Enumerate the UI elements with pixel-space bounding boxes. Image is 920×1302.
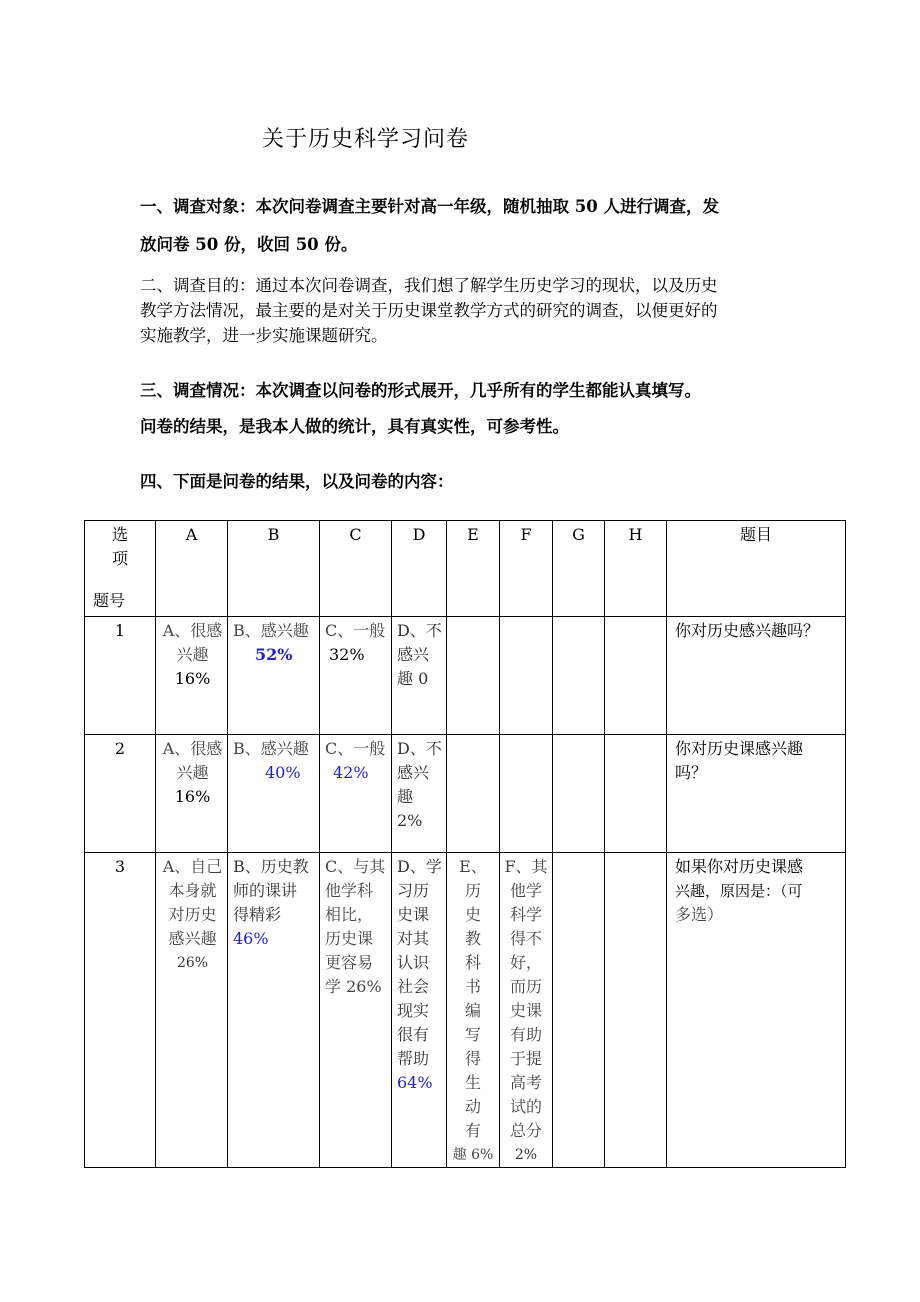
option-text: 史课 bbox=[509, 1001, 542, 1020]
option-text: 师的课讲 bbox=[233, 881, 298, 900]
header-f: F bbox=[500, 521, 553, 617]
option-f-cell bbox=[500, 617, 553, 735]
section-survey-target bbox=[140, 188, 800, 264]
section-text: 实施教学，进一步实施课题研究。 bbox=[140, 326, 388, 345]
option-percent: 2% bbox=[514, 1147, 538, 1163]
question-number: 1 bbox=[85, 617, 156, 735]
option-text: 趣 6% bbox=[452, 1147, 494, 1163]
option-text: 试的 bbox=[509, 1097, 542, 1116]
corner-label: 选 bbox=[111, 525, 128, 544]
option-text: 本身就 bbox=[168, 881, 217, 900]
question-text: 你对历史感兴趣吗？ bbox=[667, 617, 846, 735]
option-g-cell bbox=[553, 735, 605, 853]
option-text: 兴趣 bbox=[176, 645, 209, 664]
header-h: H bbox=[605, 521, 667, 617]
section-text: 问卷的结果，是我本人做的统计，具有真实性，可参考性。 bbox=[140, 417, 569, 436]
option-text: 有助 bbox=[509, 1025, 542, 1044]
option-a-cell bbox=[156, 853, 228, 1168]
option-percent: 40% bbox=[265, 763, 301, 782]
table-row bbox=[85, 853, 846, 1168]
section-text: 放问卷 50 份，收回 50 份。 bbox=[140, 235, 358, 254]
option-percent: 26% bbox=[176, 955, 209, 971]
option-e-cell bbox=[447, 617, 500, 735]
option-percent: 16% bbox=[174, 787, 211, 806]
option-text: 教 bbox=[464, 929, 481, 948]
option-text: 于提 bbox=[509, 1049, 542, 1068]
option-text: D、学 bbox=[397, 857, 442, 876]
question-line: 如果你对历史课感 bbox=[675, 857, 804, 876]
header-e: E bbox=[447, 521, 500, 617]
question-line: 兴趣，原因是：（可 bbox=[675, 882, 803, 900]
option-e-cell bbox=[447, 735, 500, 853]
option-text: A、自己 bbox=[162, 857, 223, 876]
option-percent: 42% bbox=[333, 763, 369, 782]
option-text: 动 bbox=[464, 1097, 481, 1116]
option-text: C、一般 bbox=[325, 739, 386, 758]
corner-label: 题号 bbox=[93, 591, 126, 610]
option-text: 总分 bbox=[509, 1121, 542, 1140]
option-h-cell bbox=[605, 735, 667, 853]
option-text: 感兴 bbox=[397, 645, 430, 664]
table-row bbox=[85, 617, 846, 735]
option-text: 感兴趣 bbox=[168, 929, 217, 948]
survey-results-table bbox=[84, 520, 846, 1168]
option-percent: 52% bbox=[255, 645, 293, 664]
section-survey-situation bbox=[140, 373, 800, 445]
header-b: B bbox=[228, 521, 320, 617]
question-line: 你对历史课感兴趣 bbox=[675, 739, 804, 758]
option-text: 对其 bbox=[397, 929, 430, 948]
question-line: 吗？ bbox=[675, 763, 708, 782]
option-percent: 32% bbox=[329, 645, 365, 664]
option-f-cell bbox=[500, 853, 553, 1168]
section-text: 教学方法情况，最主要的是对关于历史课堂教学方式的研究的调查，以便更好的 bbox=[140, 301, 718, 320]
option-c-cell bbox=[320, 735, 392, 853]
corner-cell bbox=[85, 521, 156, 617]
option-text: 更容易 bbox=[325, 953, 374, 972]
option-text: E、 bbox=[459, 857, 487, 876]
header-question: 题目 bbox=[667, 521, 846, 617]
option-text: B、感兴趣 bbox=[233, 621, 309, 640]
option-text: 历史课 bbox=[325, 929, 374, 948]
option-percent: 16% bbox=[174, 669, 211, 688]
option-text: F、其 bbox=[504, 857, 548, 876]
section-text: 四、下面是问卷的结果，以及问卷的内容： bbox=[140, 472, 454, 491]
table-row bbox=[85, 735, 846, 853]
option-text: 得不 bbox=[509, 929, 542, 948]
option-text: A、很感 bbox=[162, 739, 223, 758]
question-line: 多选） bbox=[675, 905, 724, 924]
option-text: 史 bbox=[464, 905, 481, 924]
option-h-cell bbox=[605, 617, 667, 735]
option-h-cell bbox=[605, 853, 667, 1168]
option-d-cell bbox=[392, 853, 447, 1168]
option-text: B、历史教 bbox=[233, 857, 309, 876]
section-text: 二、调查目的：通过本次问卷调查，我们想了解学生历史学习的现状，以及历史 bbox=[140, 276, 718, 295]
option-text: 生 bbox=[464, 1073, 481, 1092]
option-text: 而历 bbox=[509, 977, 542, 996]
option-text: 好， bbox=[509, 953, 542, 972]
option-text: 认识 bbox=[397, 953, 430, 972]
table-header-row bbox=[85, 521, 846, 617]
corner-label: 项 bbox=[111, 549, 128, 568]
option-text: 写 bbox=[464, 1025, 481, 1044]
option-d-cell bbox=[392, 735, 447, 853]
option-b-cell bbox=[228, 853, 320, 1168]
header-d: D bbox=[392, 521, 447, 617]
option-b-cell bbox=[228, 617, 320, 735]
option-text: 学 26% bbox=[325, 977, 382, 996]
section-text: 一、调查对象：本次问卷调查主要针对高一年级，随机抽取 50 人进行调查，发 bbox=[140, 197, 719, 216]
option-text: 习历 bbox=[397, 881, 430, 900]
option-text: 帮助 bbox=[397, 1049, 430, 1068]
option-e-cell bbox=[447, 853, 500, 1168]
option-text: 高考 bbox=[509, 1073, 542, 1092]
option-text: 很有 bbox=[397, 1025, 430, 1044]
option-text: 他学 bbox=[509, 881, 542, 900]
question-text bbox=[667, 853, 846, 1168]
option-text: B、感兴趣 bbox=[233, 739, 309, 758]
option-c-cell bbox=[320, 853, 392, 1168]
option-text: 史课 bbox=[397, 905, 430, 924]
section-survey-purpose bbox=[140, 273, 800, 348]
option-text: 科学 bbox=[509, 905, 542, 924]
option-text: D、不 bbox=[397, 621, 442, 640]
option-text: 书 bbox=[464, 977, 481, 996]
question-number: 3 bbox=[85, 853, 156, 1168]
section-results-intro bbox=[140, 469, 800, 495]
option-text: 得精彩 bbox=[233, 905, 282, 924]
option-text: 他学科 bbox=[325, 881, 374, 900]
question-text bbox=[667, 735, 846, 853]
option-a-cell bbox=[156, 617, 228, 735]
option-g-cell bbox=[553, 853, 605, 1168]
option-text: 感兴 bbox=[397, 763, 430, 782]
option-text: 趣 0 bbox=[397, 669, 429, 688]
option-d-cell bbox=[392, 617, 447, 735]
option-text: C、一般 bbox=[325, 621, 386, 640]
option-text: 兴趣 bbox=[176, 763, 209, 782]
option-b-cell bbox=[228, 735, 320, 853]
option-text: 科 bbox=[464, 953, 481, 972]
option-f-cell bbox=[500, 735, 553, 853]
option-text: 社会 bbox=[397, 977, 430, 996]
option-text: 得 bbox=[464, 1049, 481, 1068]
option-percent: 64% bbox=[397, 1073, 433, 1092]
section-text: 三、调查情况：本次调查以问卷的形式展开，几乎所有的学生都能认真填写。 bbox=[140, 381, 701, 400]
option-text: 编 bbox=[464, 1001, 481, 1020]
option-text: 对历史 bbox=[168, 905, 217, 924]
option-text: C、与其 bbox=[325, 857, 386, 876]
document-title: 关于历史科学习问卷 bbox=[262, 127, 470, 152]
option-c-cell bbox=[320, 617, 392, 735]
option-text: 现实 bbox=[397, 1001, 430, 1020]
option-text: A、很感 bbox=[162, 621, 223, 640]
question-number: 2 bbox=[85, 735, 156, 853]
option-text: 有 bbox=[464, 1121, 481, 1140]
header-a: A bbox=[156, 521, 228, 617]
option-a-cell bbox=[156, 735, 228, 853]
option-g-cell bbox=[553, 617, 605, 735]
header-c: C bbox=[320, 521, 392, 617]
header-g: G bbox=[553, 521, 605, 617]
option-text: D、不 bbox=[397, 739, 442, 758]
option-percent: 46% bbox=[233, 929, 269, 948]
option-text: 趣 2% bbox=[397, 787, 423, 830]
option-text: 历 bbox=[464, 881, 481, 900]
option-text: 相比， bbox=[325, 905, 374, 924]
